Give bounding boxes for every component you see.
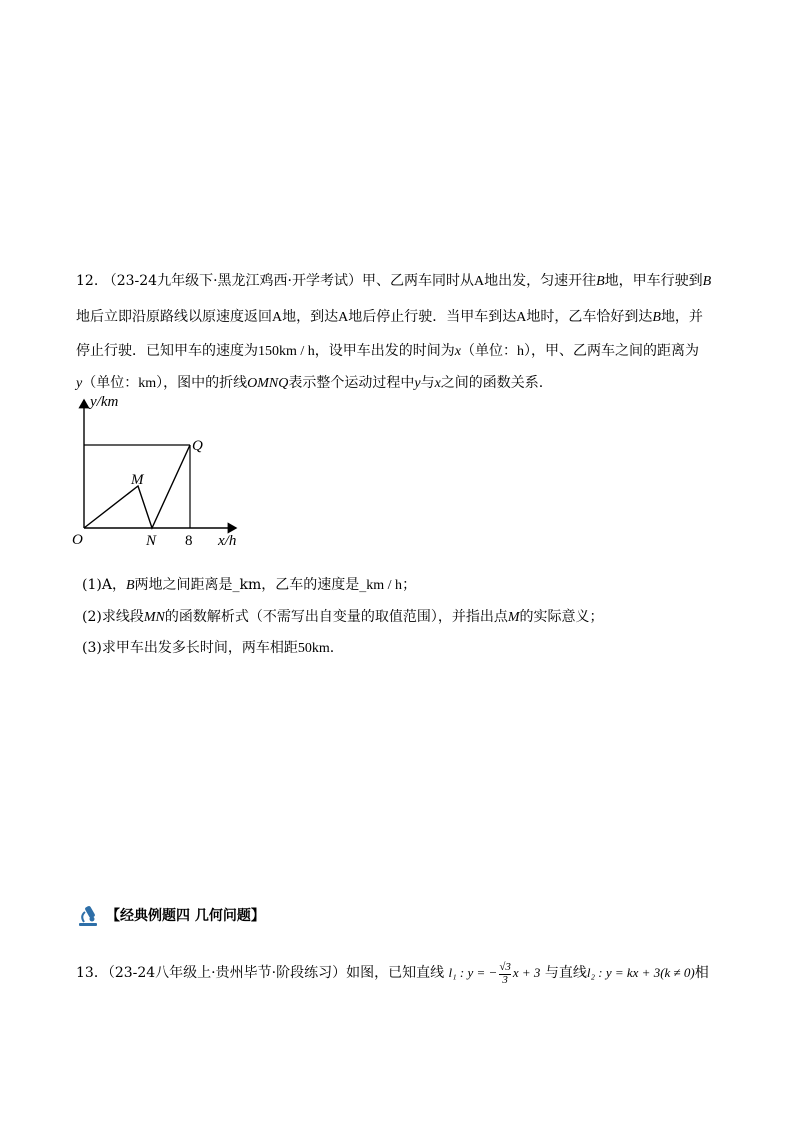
y-axis-label: y/km (90, 394, 119, 410)
problem-number: 13． (76, 965, 108, 982)
problem-number: 12. (76, 273, 99, 289)
question-2: (2)求线段MN的函数解析式（不需写出自变量的取值范围），并指出点M的实际意义； (82, 609, 604, 625)
section-title: 【经典例题四 几何问题】 (106, 908, 265, 924)
label-N: N (146, 533, 157, 549)
line-l1-equation: l₁ : y = − $\frac{√3}{3}$ x + 3 (448, 961, 541, 986)
question-3: (3)求甲车出发多长时间，两车相距50km. (82, 640, 335, 656)
line-l2-equation: l₂ : y = kx + 3(k ≠ 0) (586, 965, 695, 981)
problem13-line1: 13．（23-24八年级上·贵州毕节·阶段练习）如图，已知直线 l₁ : y = − $\frac{√3}{3}$ x + 3 与直线l₂ : y = kx + 3(k ≠ 0)相 (76, 961, 709, 986)
fraction: $\frac{√3}{3}$ (499, 961, 511, 986)
label-O: O (72, 532, 83, 548)
problem-source: （23-24九年级下·黑龙江鸡西·开学考试） (102, 273, 362, 289)
problem12-line4: y（单位：km），图中的折线OMNQ表示整个运动过程中y与x之间的函数关系. (76, 375, 544, 391)
section-header (76, 900, 265, 930)
label-M: M (131, 472, 144, 488)
problem12-line1: 12. （23-24九年级下·黑龙江鸡西·开学考试）甲、乙两车同时从A地出发，匀速开往B地，甲车行驶到B (76, 273, 712, 289)
problem12-line2: 地后立即沿原路线以原速度返回A地，到达A地后停止行驶．当甲车到达A地时，乙车恰好到达B地，并 (76, 309, 703, 325)
problem12-line3: 停止行驶．已知甲车的速度为150km / h，设甲车出发的时间为x（单位：h），甲、乙两车之间的距离为 (76, 343, 699, 359)
tick-8: 8 (185, 533, 193, 549)
distance-time-figure (70, 392, 250, 552)
x-axis-label: x/h (218, 533, 237, 549)
microscope-icon (76, 902, 102, 928)
question-1: (1)A，B两地之间距离是_km，乙车的速度是_km / h； (82, 577, 417, 593)
label-Q: Q (192, 438, 203, 454)
